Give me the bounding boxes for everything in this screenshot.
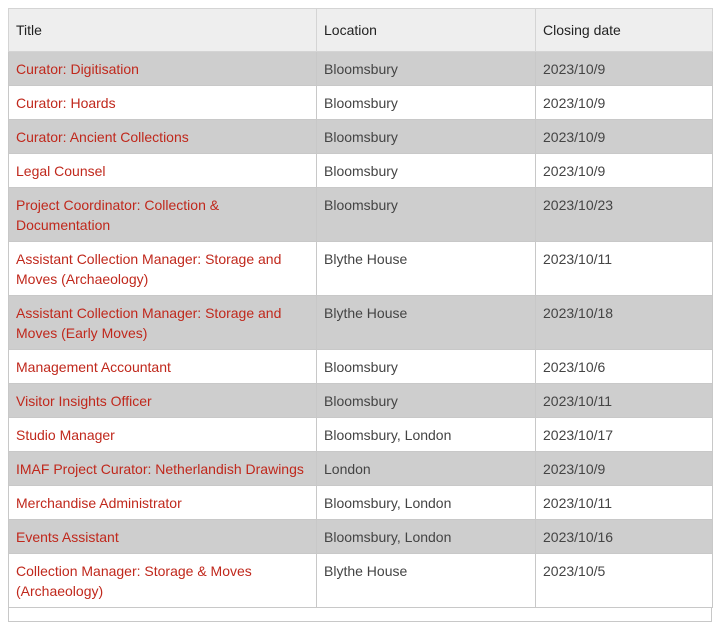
job-location: Blythe House xyxy=(317,242,536,296)
job-location: Bloomsbury xyxy=(317,52,536,86)
job-title-link[interactable]: IMAF Project Curator: Netherlandish Drawings xyxy=(16,461,304,477)
job-closing-date: 2023/10/11 xyxy=(536,486,713,520)
table-row xyxy=(9,554,713,608)
job-location: Bloomsbury xyxy=(317,86,536,120)
job-closing-date: 2023/10/9 xyxy=(536,52,713,86)
table-row xyxy=(9,384,713,418)
job-title-link[interactable]: Management Accountant xyxy=(16,359,171,375)
job-title-link[interactable]: Studio Manager xyxy=(16,427,115,443)
job-location: London xyxy=(317,452,536,486)
job-location: Blythe House xyxy=(317,296,536,350)
job-title-link[interactable]: Project Coordinator: Collection & Documentation xyxy=(16,197,220,233)
table-header xyxy=(9,9,713,52)
job-closing-date: 2023/10/5 xyxy=(536,554,713,608)
job-title-link[interactable]: Merchandise Administrator xyxy=(16,495,182,511)
job-location: Bloomsbury xyxy=(317,384,536,418)
job-closing-date: 2023/10/18 xyxy=(536,296,713,350)
job-title-link[interactable]: Legal Counsel xyxy=(16,163,106,179)
job-closing-date: 2023/10/9 xyxy=(536,452,713,486)
table-row xyxy=(9,520,713,554)
column-header-closing-date: Closing date xyxy=(536,9,713,52)
job-closing-date: 2023/10/9 xyxy=(536,154,713,188)
job-closing-date: 2023/10/9 xyxy=(536,86,713,120)
job-closing-date: 2023/10/11 xyxy=(536,242,713,296)
job-closing-date: 2023/10/9 xyxy=(536,120,713,154)
job-location: Bloomsbury xyxy=(317,120,536,154)
job-location: Bloomsbury, London xyxy=(317,486,536,520)
job-closing-date: 2023/10/23 xyxy=(536,188,713,242)
jobs-table xyxy=(8,8,713,608)
job-location: Bloomsbury, London xyxy=(317,418,536,452)
table-row xyxy=(9,486,713,520)
table-row xyxy=(9,86,713,120)
job-closing-date: 2023/10/17 xyxy=(536,418,713,452)
jobs-table-container xyxy=(8,8,712,622)
column-header-location: Location xyxy=(317,9,536,52)
job-location: Bloomsbury, London xyxy=(317,520,536,554)
table-body xyxy=(9,52,713,608)
job-title-link[interactable]: Curator: Digitisation xyxy=(16,61,139,77)
job-location: Bloomsbury xyxy=(317,154,536,188)
table-row xyxy=(9,350,713,384)
table-row xyxy=(9,52,713,86)
header-row xyxy=(9,9,713,52)
job-title-link[interactable]: Assistant Collection Manager: Storage and Moves (Archaeology) xyxy=(16,251,282,287)
job-title-link[interactable]: Assistant Collection Manager: Storage and Moves (Early Moves) xyxy=(16,305,282,341)
table-row xyxy=(9,296,713,350)
job-closing-date: 2023/10/6 xyxy=(536,350,713,384)
table-row xyxy=(9,120,713,154)
job-title-link[interactable]: Visitor Insights Officer xyxy=(16,393,152,409)
table-footer-empty-row xyxy=(8,608,712,622)
column-header-title: Title xyxy=(9,9,317,52)
table-row xyxy=(9,418,713,452)
table-row xyxy=(9,242,713,296)
job-title-link[interactable]: Curator: Hoards xyxy=(16,95,116,111)
table-row xyxy=(9,188,713,242)
job-location: Bloomsbury xyxy=(317,350,536,384)
job-location: Blythe House xyxy=(317,554,536,608)
job-closing-date: 2023/10/16 xyxy=(536,520,713,554)
job-title-link[interactable]: Events Assistant xyxy=(16,529,119,545)
job-title-link[interactable]: Curator: Ancient Collections xyxy=(16,129,189,145)
table-row xyxy=(9,452,713,486)
job-closing-date: 2023/10/11 xyxy=(536,384,713,418)
job-title-link[interactable]: Collection Manager: Storage & Moves (Archaeology) xyxy=(16,563,252,599)
job-location: Bloomsbury xyxy=(317,188,536,242)
table-row xyxy=(9,154,713,188)
